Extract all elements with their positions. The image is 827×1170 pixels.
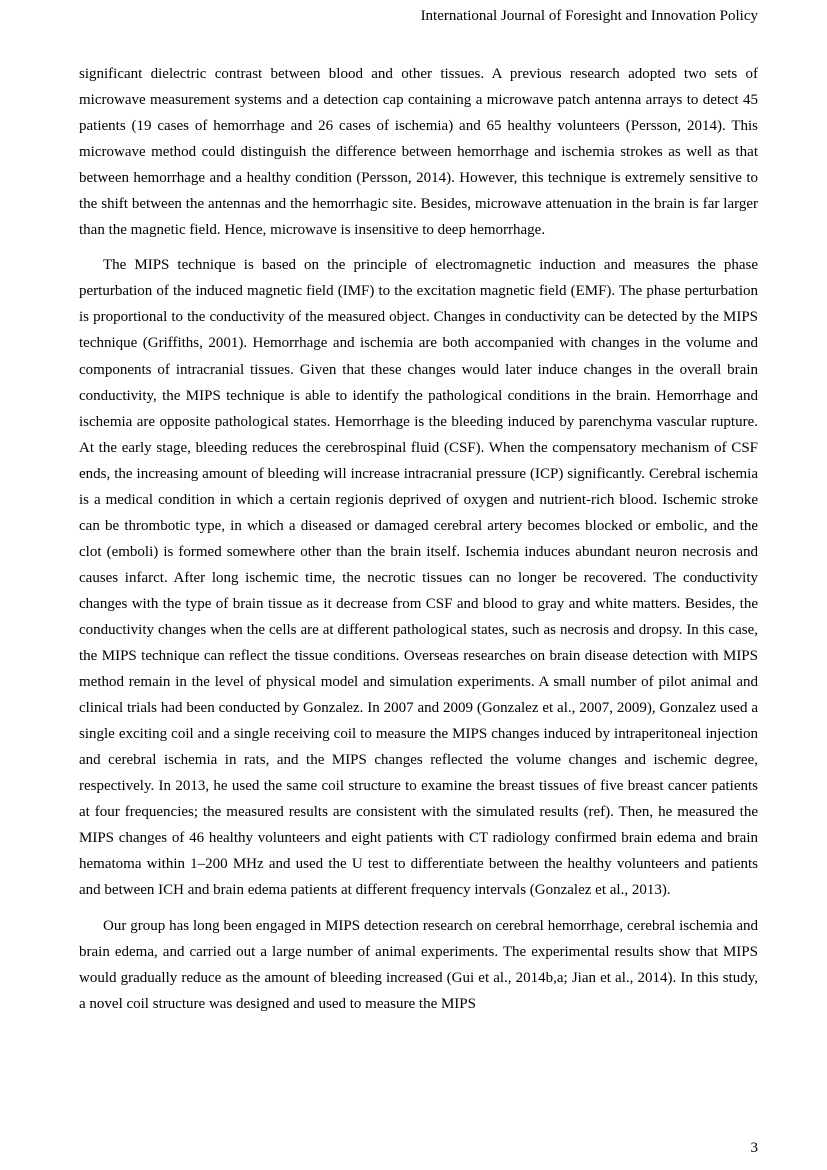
- paragraph-mips-technique: The MIPS technique is based on the principle of electromagnetic induction and measures the phase perturbation of the induced magnetic field (IMF) to the excitation magnetic field (EMF). The phase perturbation is proportional to the conductivity of the measured object. Changes in conductivity can be detected by the MIPS technique (Griffiths, 2001). Hemorrhage and ischemia are both accompanied with changes in the volume and components of intracranial tissues. Given that these changes would later induce changes in the overall brain conductivity, the MIPS technique is able to identify the pathological conditions in the brain. Hemorrhage and ischemia are opposite pathological states. Hemorrhage is the bleeding induced by parenchyma vascular rupture. At the early stage, bleeding reduces the cerebrospinal fluid (CSF). When the compensatory mechanism of CSF ends, the increasing amount of bleeding will increase intracranial pressure (ICP) significantly. Cerebral ischemia is a medical condition in which a certain regionis deprived of oxygen and nutrient-rich blood. Ischemic stroke can be thrombotic type, in which a diseased or damaged cerebral artery becomes blocked or embolic, and the clot (emboli) is formed somewhere other than the brain itself. Ischemia induces abundant neuron necrosis and causes infarct. After long ischemic time, the necrotic tissues can no longer be recovered. The conductivity changes with the type of brain tissue as it decrease from CSF and blood to gray and white matters. Besides, the conductivity changes when the cells are at different pathological states, such as necrosis and dropsy. In this case, the MIPS technique can reflect the tissue conditions. Overseas researches on brain disease detection with MIPS method remain in the level of physical model and simulation experiments. A small number of pilot animal and clinical trials had been conducted by Gonzalez. In 2007 and 2009 (Gonzalez et al., 2007, 2009), Gonzalez used a single exciting coil and a single receiving coil to measure the MIPS changes induced by intraperitoneal injection and cerebral ischemia in rats, and the MIPS changes reflected the volume changes and ischemic degree, respectively. In 2013, he used the same coil structure to examine the breast tissues of five breast cancer patients at four frequencies; the measured results are consistent with the simulated results (ref). Then, he measured the MIPS changes of 46 healthy volunteers and eight patients with CT radiology confirmed brain edema and brain hematoma within 1–200 MHz and used the U test to differentiate between the healthy volunteers and patients and between ICH and brain edema patients at different frequency intervals (Gonzalez et al., 2013).: [79, 257, 758, 899]
- running-header: International Journal of Foresight and Innovation Policy: [420, 8, 758, 24]
- paragraph-microwave-method: significant dielectric contrast between blood and other tissues. A previous research adopted two sets of microwave measurement systems and a detection cap containing a microwave patch antenna arrays to detect 45 patients (19 cases of hemorrhage and 26 cases of ischemia) and 65 healthy volunteers (Persson, 2014). This microwave method could distinguish the difference between hemorrhage and ischemia strokes as well as that between hemorrhage and a healthy condition (Persson, 2014). However, this technique is extremely sensitive to the shift between the antennas and the hemorrhagic site. Besides, microwave attenuation in the brain is far larger than the magnetic field. Hence, microwave is insensitive to deep hemorrhage.: [79, 66, 758, 239]
- paragraph-our-group: Our group has long been engaged in MIPS detection research on cerebral hemorrhage, cerebral ischemia and brain edema, and carried out a large number of animal experiments. The experimental results show that MIPS would gradually reduce as the amount of bleeding increased (Gui et al., 2014b,a; Jian et al., 2014). In this study, a novel coil structure was designed and used to measure the MIPS: [79, 917, 758, 1012]
- body-text: [79, 61, 758, 1017]
- page-number: 3: [750, 1140, 758, 1156]
